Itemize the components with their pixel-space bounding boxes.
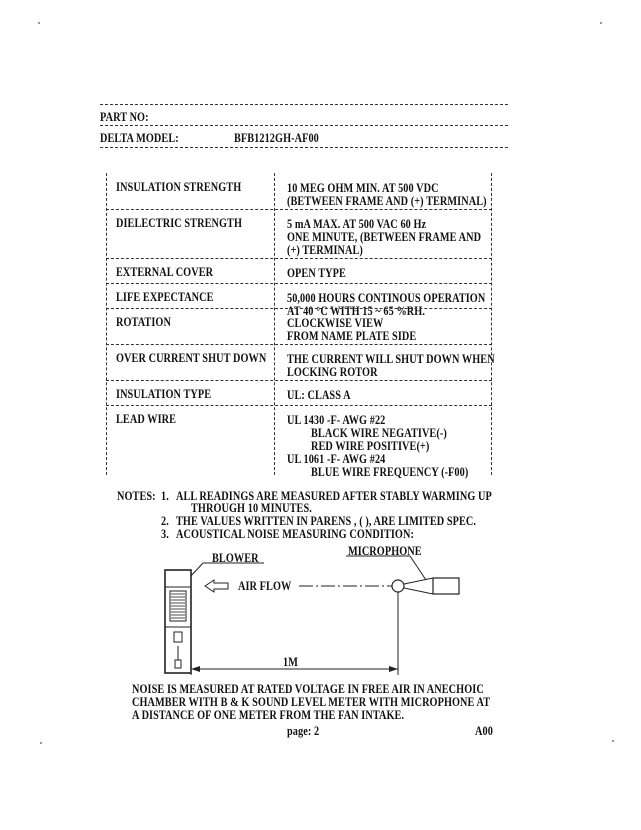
note-text: ACOUSTICAL NOISE MEASURING CONDITION:	[176, 527, 414, 541]
spec-value-line: BLUE WIRE FREQUENCY (-F00)	[311, 465, 469, 479]
note-text: THE VALUES WRITTEN IN PARENS , ( ), ARE LIMITED SPEC.	[176, 514, 477, 528]
model-label: DELTA MODEL:	[100, 131, 179, 145]
blower-label: BLOWER	[212, 551, 259, 565]
note-text: THROUGH 10 MINUTES.	[191, 501, 312, 515]
distance-label: 1M	[283, 655, 298, 669]
notes-label: NOTES:	[117, 489, 156, 503]
spec-value-line: (+) TERMINAL)	[287, 243, 363, 257]
spec-value-line: (BETWEEN FRAME AND (+) TERMINAL)	[287, 194, 487, 208]
note-number: 1.	[161, 489, 169, 503]
part-no-label: PART NO:	[100, 110, 149, 124]
spec-value-line: 50,000 HOURS CONTINOUS OPERATION	[287, 291, 486, 305]
note-number: 3.	[161, 527, 169, 541]
spec-label: INSULATION STRENGTH	[116, 180, 242, 194]
spec-value-line: CLOCKWISE VIEW	[287, 316, 384, 330]
spec-value-line: BLACK WIRE NEGATIVE(-)	[311, 426, 447, 440]
spec-label: EXTERNAL COVER	[116, 265, 214, 279]
noise-text-line: NOISE IS MEASURED AT RATED VOLTAGE IN FREE AIR IN ANECHOIC	[132, 682, 484, 696]
spec-value-line: UL 1430 -F- AWG #22	[287, 413, 386, 427]
spec-label: INSULATION TYPE	[116, 387, 212, 401]
page-number: page: 2	[287, 724, 320, 738]
spec-value-line: ONE MINUTE, (BETWEEN FRAME AND	[287, 230, 482, 244]
note-number: 2.	[161, 514, 169, 528]
spec-value-line: RED WIRE POSITIVE(+)	[311, 439, 430, 453]
airflow-label: AIR FLOW	[238, 579, 292, 593]
microphone-label: MICROPHONE	[348, 544, 422, 558]
spec-label: LIFE EXPECTANCE	[116, 290, 214, 304]
spec-value-line: LOCKING ROTOR	[287, 365, 378, 379]
revision-code: A00	[475, 724, 493, 738]
spec-value-line: 5 mA MAX. AT 500 VAC 60 Hz	[287, 217, 427, 231]
spec-label: ROTATION	[116, 315, 171, 329]
noise-text-line: CHAMBER WITH B & K SOUND LEVEL METER WITH MICROPHONE AT	[132, 695, 491, 709]
spec-label: LEAD WIRE	[116, 412, 177, 426]
spec-value-line: THE CURRENT WILL SHUT DOWN WHEN	[287, 352, 495, 366]
spec-label: OVER CURRENT SHUT DOWN	[116, 351, 267, 365]
spec-value-line: 10 MEG OHM MIN. AT 500 VDC	[287, 181, 439, 195]
spec-value-line: UL 1061 -F- AWG #24	[287, 452, 386, 466]
spec-value-line: UL: CLASS A	[287, 388, 351, 402]
model-value: BFB1212GH-AF00	[234, 131, 319, 145]
noise-text-line: A DISTANCE OF ONE METER FROM THE FAN INTAKE.	[132, 708, 405, 722]
spec-value-line: OPEN TYPE	[287, 266, 346, 280]
note-text: ALL READINGS ARE MEASURED AFTER STABLY WARMING UP	[176, 489, 492, 503]
spec-value-line: FROM NAME PLATE SIDE	[287, 329, 417, 343]
spec-value-line: AT 40 °C WITH 15 ~ 65 %RH.	[287, 304, 426, 318]
spec-label: DIELECTRIC STRENGTH	[116, 216, 243, 230]
